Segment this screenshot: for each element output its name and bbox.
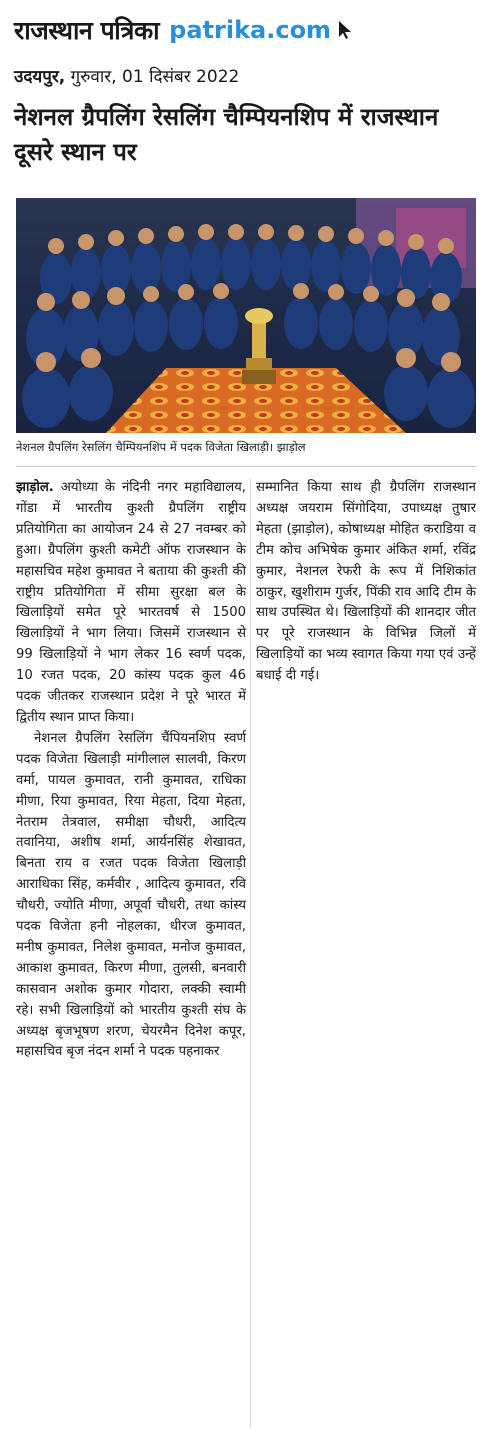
team-photo xyxy=(16,198,476,433)
masthead xyxy=(0,0,484,60)
article-column-left xyxy=(16,478,246,1063)
team-photo-illustration xyxy=(16,198,476,433)
dateline-place: उदयपुर, xyxy=(14,67,66,87)
brand-url[interactable]: patrika.com xyxy=(169,16,332,44)
article-column-right xyxy=(256,478,476,687)
article-paragraph-3: सम्मानित किया साथ ही ग्रैपलिंग राजस्थान अध्यक्ष जयराम सिंगोदिया, उपाध्यक्ष तुषार मेहता (झाड़ोल), कोषाध्यक्ष मोहित कराडिया व टीम कोच अभिषेक कुमार अंकित शर्मा, रविंद्र कुमार, नेशनल रेफरी के रूप में निशिकांत ठाकुर, खुशीराम गुर्जर, पिंकी राव आदि टीम के साथ उपस्थित थे। खिलाड़ियों की शानदार जीत पर पूरे राजस्थान के विभिन्न जिलों में खिलाड़ियों का भव्य स्वागत किया गया एवं उन्हें बधाई दी गई। xyxy=(256,480,476,684)
dateline-date: गुरुवार, 01 दिसंबर 2022 xyxy=(65,67,240,87)
caption-divider xyxy=(16,466,476,467)
mouse-pointer-icon xyxy=(337,20,353,40)
column-divider xyxy=(250,478,251,1428)
brand-name-hindi: राजस्थान पत्रिका xyxy=(14,16,160,45)
article-headline: नेशनल ग्रैपलिंग रेसलिंग चैम्पियनशिप में राजस्थान दूसरे स्थान पर xyxy=(14,103,439,166)
dateline xyxy=(14,64,239,87)
article-lead-word: झाड़ोल. xyxy=(16,480,54,495)
article-paragraph-1-text: अयोध्या के नंदिनी नगर महाविद्यालय, गोंडा में भारतीय कुश्ती ग्रैपलिंग राष्ट्रीय प्रतियोगिता का आयोजन 24 से 27 नवम्बर को हुआ। ग्रैपलिंग कुश्ती कमेटी ऑफ राजस्थान के महासचिव महेश कुमावत ने बताया की कुश्ती की राष्ट्रीय प्रतियोगिता में सीमा सुरक्षा बल के खिलाड़ियों समेत पूरे भारतवर्ष से 1500 खिलाड़ियों ने भाग लिया। जिसमें राजस्थान से 99 खिलाड़ियों ने भाग लेकर 16 स्वर्ण पदक, 10 रजत पदक, 20 कांस्य पदक कुल 46 पदक जीतकर राजस्थान प्रदेश ने पूरे भारत में द्वितीय स्थान प्राप्त किया। xyxy=(16,480,246,725)
article-paragraph-1 xyxy=(16,478,246,729)
article-paragraph-2: नेशनल ग्रैपलिंग रेसलिंग चैंपियनशिप स्वर्ण पदक विजेता खिलाड़ी मांगीलाल सालवी, किरण वर्मा, पायल कुमावत, रानी कुमावत, राधिका मीणा, रिया कुमावत, रिया मेहता, दिया मेहता, नेतराम तेत्रवाल, समीक्षा चौधरी, आदित्य तवानिया, अशीष शर्मा, आर्यनसिंह शेखावत, बिनता राय व रजत पदक विजेता खिलाड़ी आराधिका सिंह, कर्मवीर , आदित्य कुमावत, रवि चौधरी, ज्योति मीणा, अपूर्वा चौधरी, तथा कांस्य पदक विजेता हनी नोहलका, धीरज कुमावत, मनीष कुमावत, निलेश कुमावत, मनोज कुमावत, आकाश कुमावत, किरण मीणा, तुलसी, बनवारी कासवान अशोक कुमार गोदारा, लक्की स्वामी रहे। सभी खिलाड़ियों को भारतीय कुश्ती संघ के अध्यक्ष बृजभूषण शरण, चेयरमैन दिनेश कपूर, महासचिव बृज नंदन शर्मा ने पदक पहनाकर xyxy=(16,730,246,1060)
photo-caption: नेशनल ग्रैपलिंग रेसलिंग चैम्पियनशिप में पदक विजेता खिलाड़ी। झाड़ोल xyxy=(16,440,306,454)
